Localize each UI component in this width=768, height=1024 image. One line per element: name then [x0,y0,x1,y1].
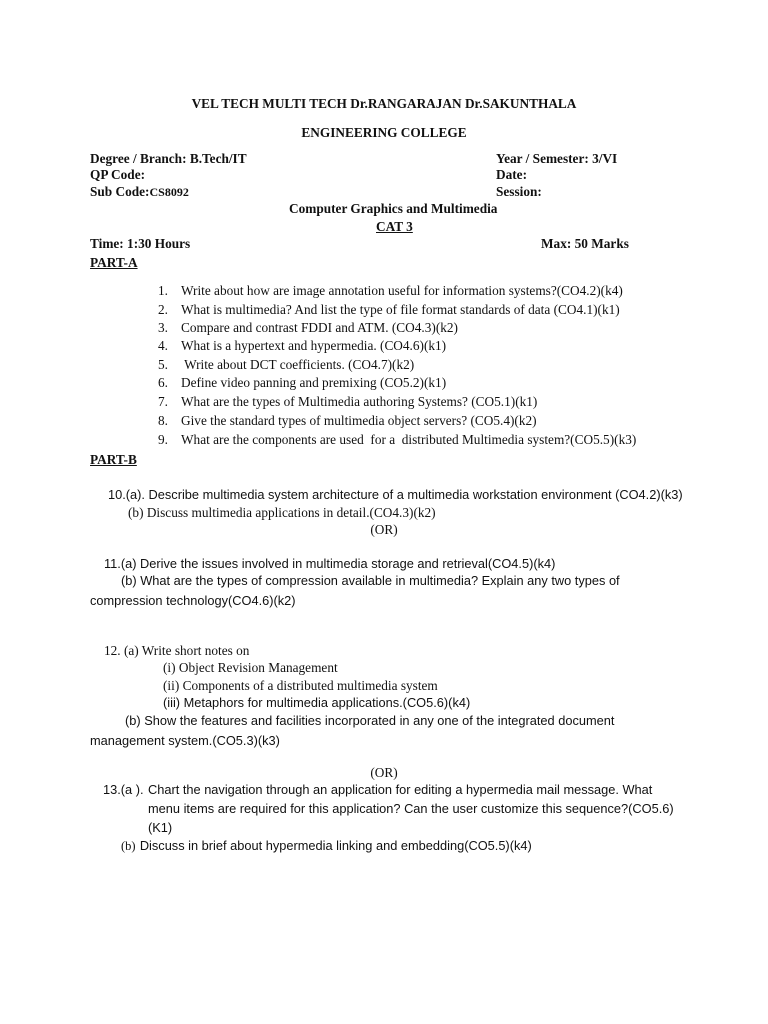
question-13b-text: Discuss in brief about hypermedia linking and embedding(CO5.5)(k4) [139,838,532,853]
question-text: Compare and contrast FDDI and ATM. (CO4.3)(k2) [181,320,458,335]
question-12a-i: (i) Object Revision Management [163,660,338,675]
question-text: What are the types of Multimedia authoring Systems? (CO5.1)(k1) [181,394,538,409]
question-13b-label: (b) [121,839,136,853]
question-text: Write about DCT coefficients. (CO4.7)(k2) [181,357,415,372]
max-marks-label: Max: 50 Marks [541,236,629,251]
college-name-line2: ENGINEERING COLLEGE [301,125,467,140]
question-11b-line2: compression technology(CO4.6)(k2) [90,593,296,608]
session-label: Session: [496,184,542,199]
part-a-heading: PART-A [90,255,138,270]
question-12a: 12. (a) Write short notes on [104,643,250,658]
question-13a-line3: (K1) [148,820,173,835]
question-13b [121,837,532,855]
question-10a: 10.(a). Describe multimedia system architecture of a multimedia workstation environment (CO4.2)(k3) [108,487,683,502]
question-12a-iii [163,694,470,711]
or-separator: (OR) [370,522,398,537]
question-12a-ii: (ii) Components of a distributed multimedia system [163,678,438,693]
sub-code-value: CS8092 [149,185,189,199]
question-number: 7. [158,394,168,409]
qp-code: QP Code: [90,167,146,182]
question-number: 5. [158,357,168,372]
or-separator: (OR) [370,765,398,780]
question-13a-number: 13.(a ). [103,782,144,797]
sub-code [90,183,189,201]
question-number: 6. [158,375,168,390]
question-number: 4. [158,338,168,353]
question-13a-line1: Chart the navigation through an application for editing a hypermedia mail message. What [148,782,653,797]
question-text: Define video panning and premixing (CO5.2)(k1) [181,375,447,390]
question-text: What is a hypertext and hypermedia. (CO4.6)(k1) [181,338,447,353]
exam-title: CAT 3 [376,219,413,234]
part-b-heading: PART-B [90,452,137,467]
question-10b: (b) Discuss multimedia applications in detail.(CO4.3)(k2) [128,505,436,520]
question-text: Give the standard types of multimedia object servers? (CO5.4)(k2) [181,413,537,428]
question-number: 3. [158,320,168,335]
question-number: 8. [158,413,168,428]
question-12b-line1: (b) Show the features and facilities incorporated in any one of the integrated document [125,713,615,728]
question-12b-line2: management system.(CO5.3)(k3) [90,733,280,748]
date-label: Date: [496,167,528,182]
question-number: 1. [158,283,168,298]
time-label: Time: 1:30 Hours [90,236,191,251]
question-number: 9. [158,432,168,447]
sub-code-label: Sub Code: [90,184,150,199]
question-11a: 11.(a) Derive the issues involved in multimedia storage and retrieval(CO4.5)(k4) [104,556,556,571]
question-number: 2. [158,302,168,317]
question-11b-line1: (b) What are the types of compression available in multimedia? Explain any two types of [121,573,620,588]
college-name-line1: VEL TECH MULTI TECH Dr.RANGARAJAN Dr.SAKUNTHALA [191,96,577,111]
question-text: What is multimedia? And list the type of file format standards of data (CO4.1)(k1) [181,302,620,317]
subject-title: Computer Graphics and Multimedia [289,201,498,216]
question-12a-iii-text: (iii) Metaphors for multimedia applications.(CO5.6)(k4) [163,695,471,710]
year-semester: Year / Semester: 3/VI [496,151,618,166]
question-text: Write about how are image annotation useful for information systems?(CO4.2)(k4) [181,283,623,298]
degree-branch: Degree / Branch: B.Tech/IT [90,151,247,166]
question-text: What are the components are used for a distributed Multimedia system?(CO5.5)(k3) [181,432,637,447]
question-13a-line2: menu items are required for this application? Can the user customize this sequence?(CO5.6) [148,801,674,816]
